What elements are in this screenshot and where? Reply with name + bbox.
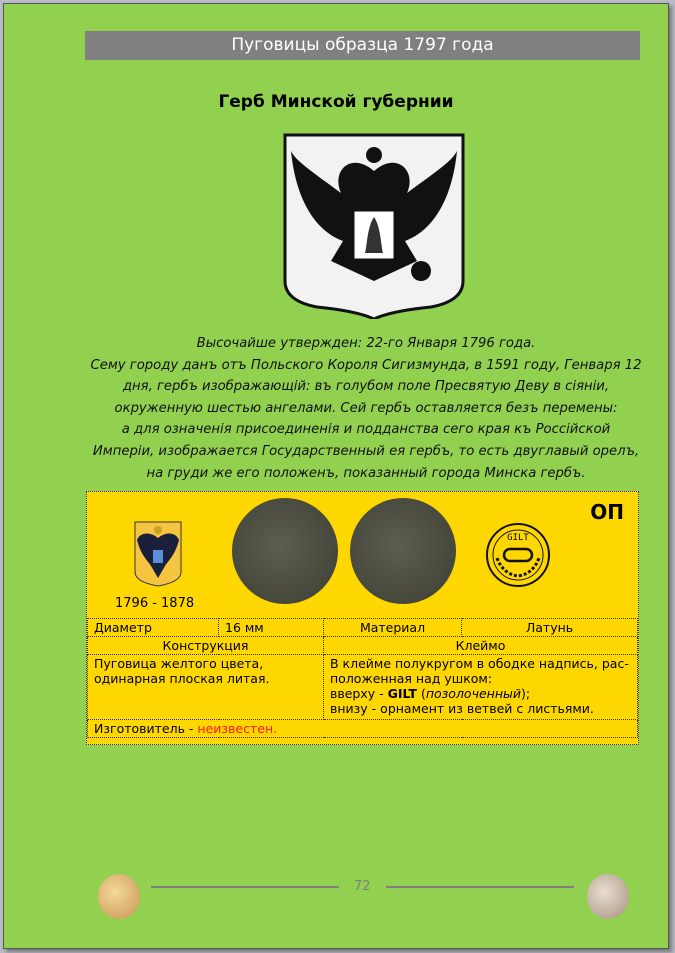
footer-divider xyxy=(151,886,339,888)
maker-value: неизвестен. xyxy=(197,721,278,736)
maker-label: Изготовитель - xyxy=(94,721,198,736)
mark-line: В клейме полукругом в ободке надпись, рас-положенная над ушком: xyxy=(330,656,629,686)
decree-line: а для означенія присоединенія и подданства сего края къ Россійской xyxy=(121,422,611,438)
page-number: 72 xyxy=(354,879,371,894)
mark-top-word: GILT xyxy=(387,686,417,701)
mark-top-translation: позолоченный xyxy=(425,686,521,701)
mark-bottom-line: внизу - орнамент из ветвей с листьями. xyxy=(330,701,594,716)
button-front-image xyxy=(232,498,338,604)
material-label: Материал xyxy=(324,619,462,637)
button-card xyxy=(86,491,639,745)
badge: ОП xyxy=(590,500,624,524)
footer-eagle-button-icon xyxy=(98,874,140,919)
maker-row xyxy=(88,720,638,738)
mark-description xyxy=(324,655,638,720)
mark-label: Клеймо xyxy=(324,637,638,655)
decree-text xyxy=(86,333,646,484)
small-coat-of-arms-icon xyxy=(133,520,183,588)
button-back-image xyxy=(350,498,456,604)
years-label: 1796 - 1878 xyxy=(115,596,195,611)
decree-line: Высочайше утвержден: 22-го Января 1796 года. xyxy=(196,336,536,351)
mark-top-prefix: вверху - xyxy=(330,686,388,701)
material-value: Латунь xyxy=(462,619,638,637)
decree-line: на груди же его положенъ, показанный города Минска гербъ. xyxy=(146,465,586,481)
maker-mark-diagram-icon xyxy=(485,522,551,588)
page-title: Пуговицы образца 1797 года xyxy=(85,31,640,60)
mark-text: GILT xyxy=(507,533,529,543)
decree-line: дня, гербъ изображающій: въ голубом поле Пресвятую Деву в сіяніи, xyxy=(122,379,610,395)
diameter-label: Диаметр xyxy=(88,619,219,637)
decree-line: Имперіи, изображается Государственный ея гербъ, то есть двуглавый орелъ, xyxy=(92,443,640,459)
diameter-value: 16 мм xyxy=(219,619,324,637)
section-subtitle: Герб Минской губернии xyxy=(218,92,454,112)
spec-table xyxy=(87,618,638,738)
mark-top-line: вверху - GILT (позолоченный); xyxy=(330,686,531,701)
construction-label: Конструкция xyxy=(88,637,324,655)
footer-divider xyxy=(386,886,574,888)
construction-text: Пуговица желтого цвета, одинарная плоская литая. xyxy=(88,655,324,720)
coat-of-arms-image xyxy=(281,131,467,319)
page xyxy=(3,3,669,949)
decree-line: окруженную шестью ангелами. Сей гербъ оставляется безъ перемены: xyxy=(114,400,618,416)
decree-line: Сему городу данъ отъ Польского Короля Сигизмунда, в 1591 году, Генваря 12 xyxy=(90,357,642,373)
footer-monogram-button-icon xyxy=(587,874,629,919)
